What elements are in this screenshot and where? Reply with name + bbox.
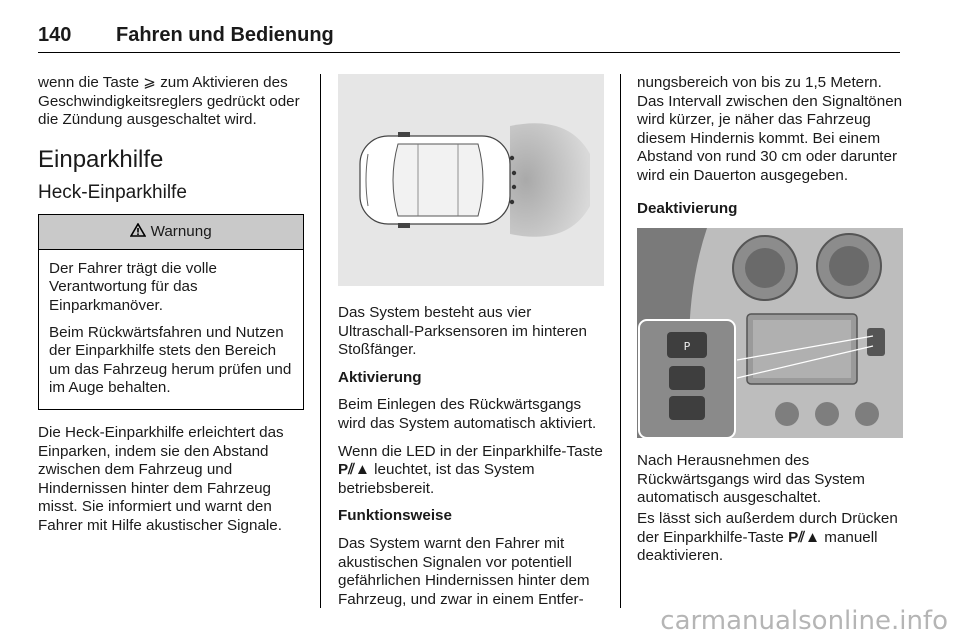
warning-box — [38, 214, 304, 410]
activation-heading: Aktivierung — [338, 368, 422, 386]
warning-body — [39, 250, 303, 409]
manual-text-pre: Es lässt sich außerdem durch Drücken der Einparkhilfe-Taste — [637, 509, 898, 546]
column-divider — [620, 74, 621, 608]
body-paragraph: Die Heck-Einparkhilfe erleichtert das Einparken, indem sie den Abstand zwischen dem Fahrzeug und Hindernissen hinter dem Fahrzeug misst. Sie informiert und warnt den Fahrer mit Hilfe akustischer Signale. — [38, 423, 284, 534]
function-heading: Funktionsweise — [338, 507, 452, 525]
park-assist-icon: P⫽▲ — [788, 528, 821, 546]
warning-title: Warnung — [150, 222, 212, 240]
section-heading: Einparkhilfe — [38, 145, 164, 173]
activation-paragraph: Beim Einlegen des Rückwärtsgangs wird das System automatisch aktiviert. — [338, 396, 597, 432]
parking-sensor-diagram — [338, 74, 604, 286]
park-assist-icon: P⫽▲ — [338, 461, 370, 479]
subsection-heading: Heck-Einparkhilfe — [38, 181, 187, 203]
manual-deactivation-paragraph — [637, 510, 905, 566]
car-top-view-illustration — [338, 74, 604, 286]
led-text-post: leuchtet, ist das System betriebsbereit. — [338, 461, 535, 497]
warning-text-2: Beim Rückwärtsfahren und Nutzen der Einparkhilfe stets den Bereich um das Fahrzeug herum prüfen und im Auge behalten. — [49, 323, 292, 397]
page-header — [38, 18, 900, 53]
led-paragraph — [338, 443, 604, 499]
column-divider — [320, 74, 321, 608]
manual-text-post: manuell deaktivieren. — [637, 528, 878, 565]
svg-text:P: P — [683, 340, 691, 354]
continued-paragraph: nungsbereich von bis zu 1,5 Metern. Das Intervall zwischen den Signaltönen wird kürzer, je näher das Fahrzeug diesem Hindernis kommt. Bei einem Abstand von rund 30 cm oder darunter wird ein Dauerton ausgegeben. — [637, 74, 903, 184]
deactivation-heading: Deaktivierung — [637, 199, 738, 217]
page-title: Fahren und Bedienung — [116, 23, 334, 46]
dashboard-illustration — [637, 228, 903, 438]
dashboard-photo — [637, 228, 903, 438]
led-text-pre: Wenn die LED in der Einparkhilfe-Taste — [338, 442, 603, 460]
function-paragraph: Das System warnt den Fahrer mit akustischen Signalen vor potentiell gefährlichen Hindernissen hinter dem Fahrzeug, und zwar in einem Entfer- — [338, 534, 590, 608]
intro-paragraph: wenn die Taste ⩾ zum Aktivieren des Geschwindigkeitsreglers gedrückt oder die Zündung ausgeschaltet wird. — [38, 74, 300, 129]
warning-triangle-icon — [130, 223, 150, 240]
column-2 — [338, 74, 604, 618]
page-number: 140 — [38, 23, 72, 46]
system-paragraph: Das System besteht aus vier Ultraschall-Parksensoren im hinteren Stoßfänger. — [338, 304, 588, 359]
column-3 — [637, 74, 905, 575]
column-1 — [38, 74, 304, 545]
warning-header — [39, 215, 303, 250]
watermark: carmanualsonline.info — [660, 606, 948, 636]
warning-text-1: Der Fahrer trägt die volle Verantwortung für das Einparkmanöver. — [49, 259, 217, 314]
deactivation-paragraph: Nach Herausnehmen des Rückwärtsgangs wird das System automatisch ausgeschaltet. — [637, 452, 865, 507]
